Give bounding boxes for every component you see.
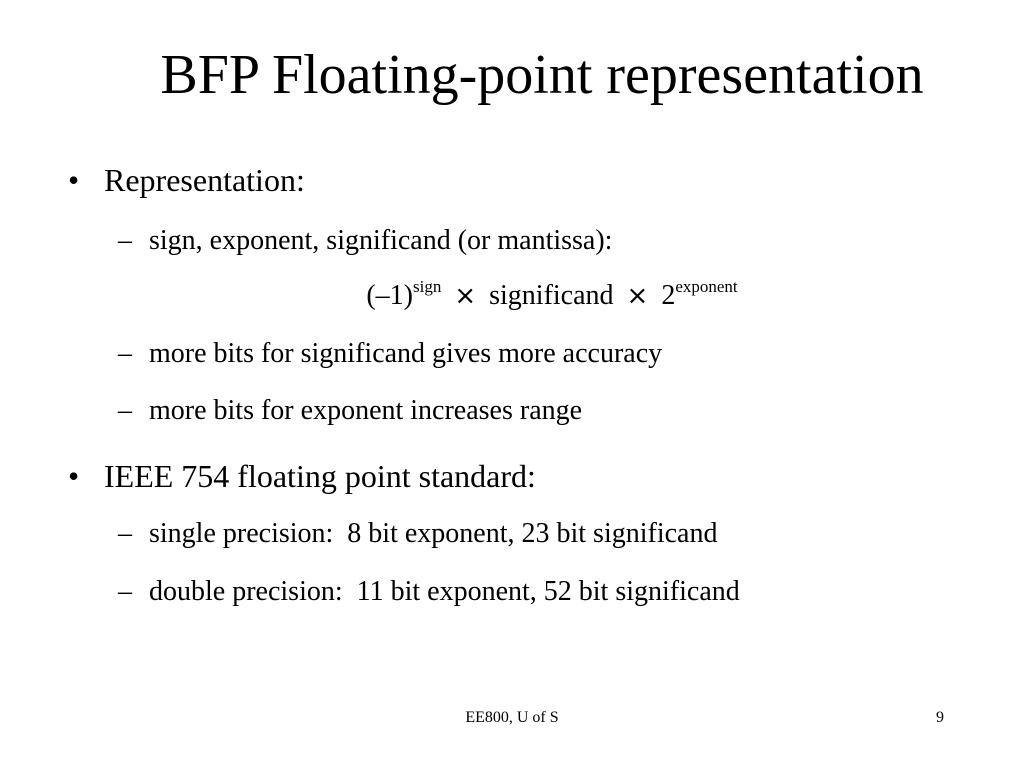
- bullet-marker: •: [68, 458, 80, 494]
- multiply-symbol: ×: [626, 281, 649, 311]
- page-number: 9: [936, 709, 944, 726]
- dash-marker: –: [118, 225, 132, 256]
- footer-course: EE800, U of S: [465, 709, 559, 726]
- dash-marker: –: [118, 395, 132, 426]
- formula-exponent: exponent: [675, 277, 738, 296]
- formula-base: (–1): [366, 280, 413, 311]
- formula: [0, 276, 1024, 316]
- subitem-text: more bits for exponent increases range: [149, 395, 583, 426]
- bullet-marker: •: [68, 162, 80, 198]
- dash-marker: –: [118, 338, 132, 369]
- slide-title: BFP Floating-point representation: [160, 44, 924, 106]
- formula-two: 2: [661, 280, 676, 311]
- bullet-text: Representation:: [104, 162, 305, 198]
- subitem-double-precision: [118, 575, 740, 609]
- subitem-sign-exponent: [118, 224, 612, 258]
- dash-marker: –: [118, 518, 132, 549]
- subitem-exponent-range: [118, 394, 582, 428]
- bullet-text: IEEE 754 floating point standard:: [104, 458, 536, 494]
- dash-marker: –: [118, 576, 132, 607]
- subitem-significand-accuracy: [118, 337, 662, 371]
- multiply-symbol: ×: [454, 281, 477, 311]
- subitem-text: sign, exponent, significand (or mantissa):: [149, 225, 613, 256]
- bullet-ieee-754: [68, 456, 536, 496]
- bullet-representation: [68, 160, 305, 200]
- formula-significand: significand: [489, 280, 614, 311]
- subitem-text: single precision: 8 bit exponent, 23 bit significand: [149, 518, 718, 549]
- subitem-text: double precision: 11 bit exponent, 52 bit significand: [149, 576, 740, 607]
- subitem-single-precision: [118, 517, 717, 551]
- formula-sign-exponent: sign: [412, 277, 442, 296]
- subitem-text: more bits for significand gives more accuracy: [149, 338, 663, 369]
